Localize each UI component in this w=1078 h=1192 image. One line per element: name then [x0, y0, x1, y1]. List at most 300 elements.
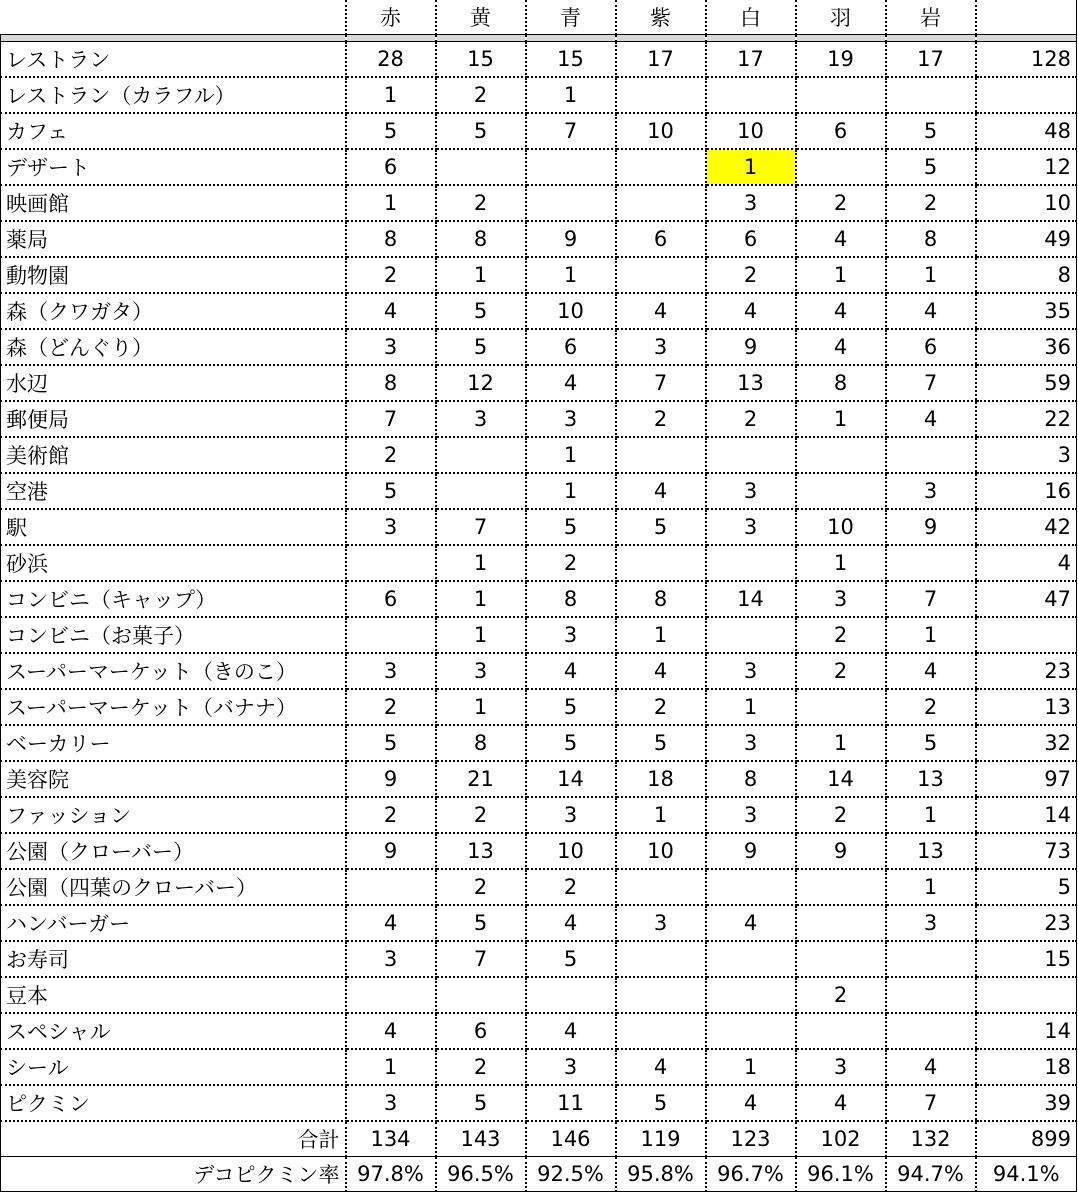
value-cell[interactable]: 6: [796, 113, 886, 149]
value-cell[interactable]: 1: [706, 1049, 796, 1085]
column-header[interactable]: 黄: [436, 0, 526, 35]
row-label-cell[interactable]: ハンバーガー: [1, 905, 346, 941]
value-cell[interactable]: [706, 941, 796, 977]
value-cell[interactable]: 4: [796, 221, 886, 257]
row-label-cell[interactable]: 郵便局: [1, 401, 346, 437]
value-cell[interactable]: 2: [436, 185, 526, 221]
value-cell[interactable]: 5: [436, 905, 526, 941]
value-cell[interactable]: 4: [796, 329, 886, 365]
value-cell[interactable]: 9: [706, 833, 796, 869]
value-cell[interactable]: [526, 149, 616, 185]
value-cell[interactable]: 4: [706, 1085, 796, 1121]
value-cell[interactable]: 10: [616, 113, 706, 149]
value-cell[interactable]: 5: [346, 113, 436, 149]
value-cell[interactable]: 3: [886, 473, 976, 509]
row-total-cell[interactable]: 8: [976, 257, 1077, 293]
value-cell[interactable]: 3: [436, 653, 526, 689]
row-label-cell[interactable]: 美術館: [1, 437, 346, 473]
value-cell[interactable]: 3: [796, 581, 886, 617]
value-cell[interactable]: 9: [346, 833, 436, 869]
rate-value-cell[interactable]: 96.5%: [436, 1157, 526, 1192]
value-cell[interactable]: 7: [616, 365, 706, 401]
value-cell[interactable]: 18: [616, 761, 706, 797]
value-cell[interactable]: 8: [706, 761, 796, 797]
table-row: [1, 401, 1077, 437]
table-row: [1, 869, 1077, 905]
highlighted-cell[interactable]: 1: [706, 149, 796, 185]
value-cell[interactable]: 6: [526, 329, 616, 365]
value-cell[interactable]: 3: [706, 473, 796, 509]
row-total-cell[interactable]: 10: [976, 185, 1077, 221]
value-cell[interactable]: 2: [436, 1049, 526, 1085]
value-cell[interactable]: 2: [796, 977, 886, 1013]
summary-value-cell[interactable]: 143: [436, 1121, 526, 1157]
value-cell[interactable]: 4: [886, 653, 976, 689]
row-label-cell[interactable]: コンビニ（お菓子）: [1, 617, 346, 653]
value-cell[interactable]: [796, 77, 886, 113]
row-label-cell[interactable]: 森（クワガタ）: [1, 293, 346, 329]
value-cell[interactable]: 5: [886, 113, 976, 149]
rate-value-cell[interactable]: 94.7%: [886, 1157, 976, 1192]
value-cell[interactable]: 3: [706, 797, 796, 833]
value-cell[interactable]: 5: [526, 509, 616, 545]
value-cell[interactable]: 5: [346, 725, 436, 761]
value-cell[interactable]: 9: [706, 329, 796, 365]
value-cell[interactable]: [796, 941, 886, 977]
value-cell[interactable]: 4: [346, 1013, 436, 1049]
value-cell[interactable]: 2: [346, 437, 436, 473]
value-cell[interactable]: 6: [436, 1013, 526, 1049]
value-cell[interactable]: [706, 977, 796, 1013]
rate-value-cell[interactable]: 92.5%: [526, 1157, 616, 1192]
row-total-cell[interactable]: [976, 977, 1077, 1013]
rate-label-cell[interactable]: デコピクミン率: [1, 1157, 346, 1192]
value-cell[interactable]: 9: [346, 761, 436, 797]
value-cell[interactable]: 13: [706, 365, 796, 401]
value-cell[interactable]: 12: [436, 365, 526, 401]
value-cell[interactable]: 28: [346, 42, 436, 78]
value-cell[interactable]: 2: [526, 869, 616, 905]
value-cell[interactable]: 10: [796, 509, 886, 545]
value-cell[interactable]: [706, 77, 796, 113]
value-cell[interactable]: [526, 185, 616, 221]
value-cell[interactable]: [616, 1013, 706, 1049]
value-cell[interactable]: 1: [796, 545, 886, 581]
value-cell[interactable]: 3: [706, 653, 796, 689]
value-cell[interactable]: [616, 437, 706, 473]
value-cell[interactable]: [616, 149, 706, 185]
value-cell[interactable]: [796, 905, 886, 941]
value-cell[interactable]: 5: [616, 509, 706, 545]
value-cell[interactable]: 3: [346, 941, 436, 977]
value-cell[interactable]: 2: [616, 401, 706, 437]
value-cell[interactable]: 4: [616, 293, 706, 329]
value-cell[interactable]: 17: [706, 42, 796, 78]
summary-label-cell[interactable]: 合計: [1, 1121, 346, 1157]
column-header[interactable]: 白: [706, 0, 796, 35]
value-cell[interactable]: 1: [346, 77, 436, 113]
value-cell[interactable]: 2: [796, 185, 886, 221]
total-column-header[interactable]: [976, 0, 1077, 35]
value-cell[interactable]: 15: [436, 42, 526, 78]
value-cell[interactable]: 7: [886, 581, 976, 617]
value-cell[interactable]: [436, 977, 526, 1013]
value-cell[interactable]: 17: [616, 42, 706, 78]
value-cell[interactable]: 7: [436, 509, 526, 545]
value-cell[interactable]: 3: [706, 185, 796, 221]
row-total-cell[interactable]: 49: [976, 221, 1077, 257]
value-cell[interactable]: 2: [346, 257, 436, 293]
value-cell[interactable]: 2: [796, 797, 886, 833]
corner-cell[interactable]: [1, 0, 346, 35]
value-cell[interactable]: 5: [526, 725, 616, 761]
value-cell[interactable]: [436, 473, 526, 509]
value-cell[interactable]: 1: [886, 257, 976, 293]
value-cell[interactable]: 1: [886, 617, 976, 653]
value-cell[interactable]: 5: [436, 113, 526, 149]
rate-value-cell[interactable]: 97.8%: [346, 1157, 436, 1192]
value-cell[interactable]: 19: [796, 42, 886, 78]
value-cell[interactable]: 4: [526, 905, 616, 941]
row-total-cell[interactable]: 97: [976, 761, 1077, 797]
value-cell[interactable]: 4: [886, 1049, 976, 1085]
value-cell[interactable]: [796, 1013, 886, 1049]
value-cell[interactable]: 4: [886, 293, 976, 329]
value-cell[interactable]: 7: [346, 401, 436, 437]
value-cell[interactable]: 3: [706, 725, 796, 761]
value-cell[interactable]: [796, 473, 886, 509]
row-total-cell[interactable]: 5: [976, 869, 1077, 905]
column-header[interactable]: 青: [526, 0, 616, 35]
value-cell[interactable]: [616, 77, 706, 113]
value-cell[interactable]: [616, 941, 706, 977]
row-label-cell[interactable]: スーパーマーケット（バナナ）: [1, 689, 346, 725]
value-cell[interactable]: 4: [796, 1085, 886, 1121]
row-label-cell[interactable]: 空港: [1, 473, 346, 509]
value-cell[interactable]: 1: [436, 617, 526, 653]
row-label-cell[interactable]: 豆本: [1, 977, 346, 1013]
value-cell[interactable]: 4: [616, 473, 706, 509]
value-cell[interactable]: 2: [346, 797, 436, 833]
summary-value-cell[interactable]: 123: [706, 1121, 796, 1157]
value-cell[interactable]: 1: [436, 581, 526, 617]
value-cell[interactable]: [796, 149, 886, 185]
column-header[interactable]: 羽: [796, 0, 886, 35]
value-cell[interactable]: 1: [886, 869, 976, 905]
value-cell[interactable]: 5: [616, 1085, 706, 1121]
value-cell[interactable]: 10: [706, 113, 796, 149]
value-cell[interactable]: [526, 977, 616, 1013]
value-cell[interactable]: [886, 1013, 976, 1049]
row-label-cell[interactable]: 公園（四葉のクローバー）: [1, 869, 346, 905]
value-cell[interactable]: 13: [436, 833, 526, 869]
value-cell[interactable]: [886, 545, 976, 581]
value-cell[interactable]: [706, 437, 796, 473]
value-cell[interactable]: [886, 941, 976, 977]
value-cell[interactable]: [616, 545, 706, 581]
value-cell[interactable]: 1: [616, 797, 706, 833]
value-cell[interactable]: 4: [346, 905, 436, 941]
value-cell[interactable]: 15: [526, 42, 616, 78]
value-cell[interactable]: 5: [436, 293, 526, 329]
value-cell[interactable]: 2: [706, 257, 796, 293]
value-cell[interactable]: 5: [346, 473, 436, 509]
row-label-cell[interactable]: 森（どんぐり）: [1, 329, 346, 365]
value-cell[interactable]: 1: [526, 257, 616, 293]
row-label-cell[interactable]: コンビニ（キャップ）: [1, 581, 346, 617]
value-cell[interactable]: 2: [526, 545, 616, 581]
value-cell[interactable]: 3: [526, 617, 616, 653]
value-cell[interactable]: 2: [796, 617, 886, 653]
value-cell[interactable]: 3: [526, 797, 616, 833]
value-cell[interactable]: [436, 149, 526, 185]
value-cell[interactable]: 5: [886, 725, 976, 761]
value-cell[interactable]: 7: [526, 113, 616, 149]
row-total-cell[interactable]: 13: [976, 689, 1077, 725]
value-cell[interactable]: 5: [436, 329, 526, 365]
row-total-cell[interactable]: 39: [976, 1085, 1077, 1121]
value-cell[interactable]: 1: [796, 257, 886, 293]
value-cell[interactable]: 5: [436, 1085, 526, 1121]
value-cell[interactable]: 1: [526, 437, 616, 473]
row-label-cell[interactable]: レストラン（カラフル）: [1, 77, 346, 113]
row-total-cell[interactable]: 35: [976, 293, 1077, 329]
row-total-cell[interactable]: 15: [976, 941, 1077, 977]
row-label-cell[interactable]: 動物園: [1, 257, 346, 293]
value-cell[interactable]: 8: [616, 581, 706, 617]
value-cell[interactable]: 2: [346, 689, 436, 725]
value-cell[interactable]: 3: [886, 905, 976, 941]
row-label-cell[interactable]: ファッション: [1, 797, 346, 833]
value-cell[interactable]: [346, 869, 436, 905]
row-total-cell[interactable]: 16: [976, 473, 1077, 509]
value-cell[interactable]: 3: [346, 509, 436, 545]
value-cell[interactable]: 2: [706, 401, 796, 437]
column-header[interactable]: 岩: [886, 0, 976, 35]
value-cell[interactable]: 13: [886, 761, 976, 797]
value-cell[interactable]: 9: [886, 509, 976, 545]
value-cell[interactable]: 9: [796, 833, 886, 869]
rate-total-cell[interactable]: 94.1%: [976, 1157, 1077, 1192]
value-cell[interactable]: [346, 617, 436, 653]
row-label-cell[interactable]: デザート: [1, 149, 346, 185]
row-total-cell[interactable]: 12: [976, 149, 1077, 185]
value-cell[interactable]: 1: [526, 77, 616, 113]
value-cell[interactable]: 2: [796, 653, 886, 689]
value-cell[interactable]: 4: [346, 293, 436, 329]
row-total-cell[interactable]: 48: [976, 113, 1077, 149]
value-cell[interactable]: 4: [616, 1049, 706, 1085]
value-cell[interactable]: 3: [346, 329, 436, 365]
row-total-cell[interactable]: 32: [976, 725, 1077, 761]
value-cell[interactable]: [796, 437, 886, 473]
row-total-cell[interactable]: 59: [976, 365, 1077, 401]
value-cell[interactable]: 3: [616, 329, 706, 365]
value-cell[interactable]: 4: [616, 653, 706, 689]
row-label-cell[interactable]: 公園（クローバー）: [1, 833, 346, 869]
value-cell[interactable]: [706, 869, 796, 905]
value-cell[interactable]: 1: [346, 185, 436, 221]
row-total-cell[interactable]: [976, 77, 1077, 113]
row-label-cell[interactable]: 水辺: [1, 365, 346, 401]
column-header[interactable]: 赤: [346, 0, 436, 35]
value-cell[interactable]: [886, 77, 976, 113]
value-cell[interactable]: [796, 869, 886, 905]
value-cell[interactable]: 2: [436, 797, 526, 833]
column-header[interactable]: 紫: [616, 0, 706, 35]
row-total-cell[interactable]: 4: [976, 545, 1077, 581]
value-cell[interactable]: 1: [886, 797, 976, 833]
grand-total-cell[interactable]: 899: [976, 1121, 1077, 1157]
row-label-cell[interactable]: 薬局: [1, 221, 346, 257]
value-cell[interactable]: 6: [346, 149, 436, 185]
value-cell[interactable]: 14: [526, 761, 616, 797]
value-cell[interactable]: 5: [526, 689, 616, 725]
value-cell[interactable]: 7: [886, 365, 976, 401]
value-cell[interactable]: 3: [526, 1049, 616, 1085]
value-cell[interactable]: [796, 689, 886, 725]
value-cell[interactable]: 2: [886, 185, 976, 221]
value-cell[interactable]: 5: [616, 725, 706, 761]
value-cell[interactable]: 14: [706, 581, 796, 617]
value-cell[interactable]: 1: [796, 725, 886, 761]
summary-value-cell[interactable]: 132: [886, 1121, 976, 1157]
value-cell[interactable]: 9: [526, 221, 616, 257]
value-cell[interactable]: [706, 1013, 796, 1049]
value-cell[interactable]: 3: [526, 401, 616, 437]
row-total-cell[interactable]: 14: [976, 1013, 1077, 1049]
row-label-cell[interactable]: スーパーマーケット（きのこ）: [1, 653, 346, 689]
value-cell[interactable]: 6: [706, 221, 796, 257]
value-cell[interactable]: 4: [526, 1013, 616, 1049]
row-label-cell[interactable]: シール: [1, 1049, 346, 1085]
value-cell[interactable]: 8: [886, 221, 976, 257]
value-cell[interactable]: 2: [616, 689, 706, 725]
summary-value-cell[interactable]: 102: [796, 1121, 886, 1157]
row-total-cell[interactable]: 128: [976, 42, 1077, 78]
value-cell[interactable]: 3: [346, 653, 436, 689]
value-cell[interactable]: 2: [436, 77, 526, 113]
value-cell[interactable]: 8: [436, 725, 526, 761]
value-cell[interactable]: [616, 869, 706, 905]
row-total-cell[interactable]: 18: [976, 1049, 1077, 1085]
value-cell[interactable]: 10: [616, 833, 706, 869]
row-total-cell[interactable]: 3: [976, 437, 1077, 473]
value-cell[interactable]: 1: [706, 689, 796, 725]
rate-value-cell[interactable]: 96.1%: [796, 1157, 886, 1192]
value-cell[interactable]: 1: [526, 473, 616, 509]
value-cell[interactable]: 21: [436, 761, 526, 797]
value-cell[interactable]: 1: [796, 401, 886, 437]
value-cell[interactable]: 5: [886, 149, 976, 185]
row-total-cell[interactable]: 23: [976, 653, 1077, 689]
row-total-cell[interactable]: 42: [976, 509, 1077, 545]
value-cell[interactable]: 8: [796, 365, 886, 401]
value-cell[interactable]: 14: [796, 761, 886, 797]
row-label-cell[interactable]: カフェ: [1, 113, 346, 149]
summary-value-cell[interactable]: 134: [346, 1121, 436, 1157]
row-total-cell[interactable]: 14: [976, 797, 1077, 833]
row-label-cell[interactable]: ベーカリー: [1, 725, 346, 761]
value-cell[interactable]: [886, 977, 976, 1013]
value-cell[interactable]: 2: [436, 869, 526, 905]
value-cell[interactable]: 4: [706, 293, 796, 329]
value-cell[interactable]: 3: [616, 905, 706, 941]
value-cell[interactable]: [706, 545, 796, 581]
row-total-cell[interactable]: 47: [976, 581, 1077, 617]
row-label-cell[interactable]: 映画館: [1, 185, 346, 221]
summary-value-cell[interactable]: 146: [526, 1121, 616, 1157]
row-total-cell[interactable]: 36: [976, 329, 1077, 365]
value-cell[interactable]: 6: [886, 329, 976, 365]
value-cell[interactable]: [346, 977, 436, 1013]
value-cell[interactable]: 1: [436, 257, 526, 293]
value-cell[interactable]: 2: [886, 689, 976, 725]
row-total-cell[interactable]: 73: [976, 833, 1077, 869]
value-cell[interactable]: [886, 437, 976, 473]
value-cell[interactable]: 1: [436, 689, 526, 725]
value-cell[interactable]: 8: [346, 365, 436, 401]
value-cell[interactable]: 3: [796, 1049, 886, 1085]
value-cell[interactable]: 1: [436, 545, 526, 581]
value-cell[interactable]: 3: [346, 1085, 436, 1121]
value-cell[interactable]: 11: [526, 1085, 616, 1121]
value-cell[interactable]: [346, 545, 436, 581]
value-cell[interactable]: 8: [436, 221, 526, 257]
row-label-cell[interactable]: 駅: [1, 509, 346, 545]
row-total-cell[interactable]: 23: [976, 905, 1077, 941]
divider-cell: [796, 35, 886, 42]
row-label-cell[interactable]: お寿司: [1, 941, 346, 977]
value-cell[interactable]: [616, 257, 706, 293]
value-cell[interactable]: 10: [526, 293, 616, 329]
value-cell[interactable]: 3: [706, 509, 796, 545]
value-cell[interactable]: 4: [526, 365, 616, 401]
value-cell[interactable]: 6: [346, 581, 436, 617]
value-cell[interactable]: 1: [346, 1049, 436, 1085]
value-cell[interactable]: [616, 185, 706, 221]
rate-value-cell[interactable]: 96.7%: [706, 1157, 796, 1192]
value-cell[interactable]: 7: [886, 1085, 976, 1121]
rate-value-cell[interactable]: 95.8%: [616, 1157, 706, 1192]
row-label-cell[interactable]: ピクミン: [1, 1085, 346, 1121]
value-cell[interactable]: 8: [346, 221, 436, 257]
value-cell[interactable]: 5: [526, 941, 616, 977]
value-cell[interactable]: 4: [526, 653, 616, 689]
value-cell[interactable]: 4: [706, 905, 796, 941]
value-cell[interactable]: 7: [436, 941, 526, 977]
value-cell[interactable]: [616, 977, 706, 1013]
value-cell[interactable]: 1: [616, 617, 706, 653]
row-label-cell[interactable]: 砂浜: [1, 545, 346, 581]
value-cell[interactable]: [436, 437, 526, 473]
value-cell[interactable]: [706, 617, 796, 653]
row-label-cell[interactable]: レストラン: [1, 42, 346, 78]
row-total-cell[interactable]: 22: [976, 401, 1077, 437]
value-cell[interactable]: 4: [886, 401, 976, 437]
row-total-cell[interactable]: [976, 617, 1077, 653]
value-cell[interactable]: 6: [616, 221, 706, 257]
value-cell[interactable]: 8: [526, 581, 616, 617]
row-label-cell[interactable]: スペシャル: [1, 1013, 346, 1049]
value-cell[interactable]: 4: [796, 293, 886, 329]
summary-value-cell[interactable]: 119: [616, 1121, 706, 1157]
value-cell[interactable]: 17: [886, 42, 976, 78]
row-label-cell[interactable]: 美容院: [1, 761, 346, 797]
value-cell[interactable]: 3: [436, 401, 526, 437]
value-cell[interactable]: 10: [526, 833, 616, 869]
value-cell[interactable]: 13: [886, 833, 976, 869]
